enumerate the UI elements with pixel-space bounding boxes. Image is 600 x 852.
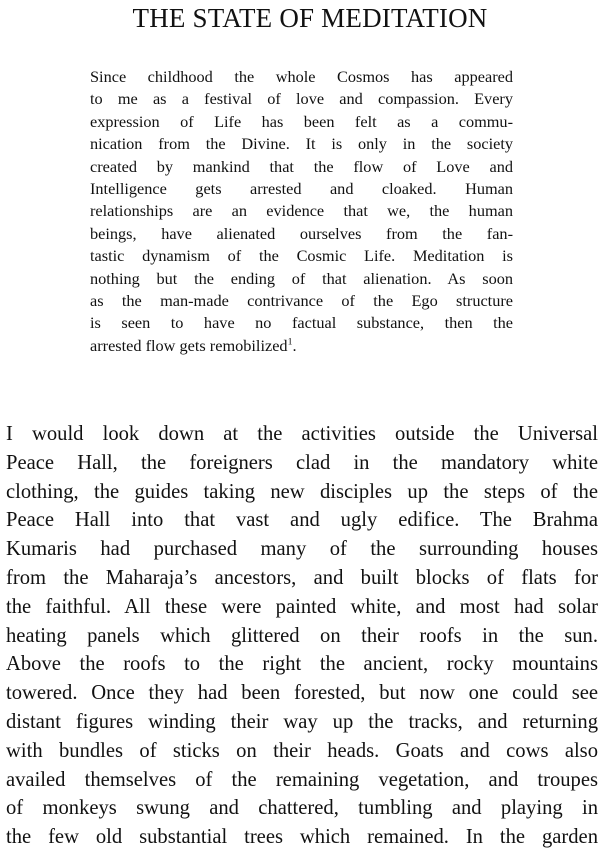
quote-line: is seen to have no factual substance, then the bbox=[90, 313, 513, 333]
quote-line: tastic dynamism of the Cosmic Life. Meditation is bbox=[90, 246, 513, 266]
quote-line-text: arrested flow gets remobilized bbox=[90, 335, 288, 355]
body-line: the faithful. All these were painted white, and most had solar bbox=[6, 595, 598, 618]
body-line: heating panels which glittered on their roofs in the sun. bbox=[6, 624, 598, 647]
quote-line: to me as a festival of love and compassion. Every bbox=[90, 89, 513, 109]
body-line: towered. Once they had been forested, but now one could see bbox=[6, 682, 598, 705]
body-line: availed themselves of the remaining vegetation, and troupes bbox=[6, 768, 598, 791]
body-line: clothing, the guides taking new disciples up the steps of the bbox=[6, 480, 598, 503]
quote-end-punctuation: . bbox=[292, 335, 297, 355]
quote-line: Since childhood the whole Cosmos has appeared bbox=[90, 67, 513, 86]
quote-line: nothing but the ending of that alienation. As soon bbox=[90, 268, 513, 288]
footnote-marker: 1 bbox=[287, 336, 293, 348]
body-line: distant figures winding their way up the tracks, and returning bbox=[6, 710, 598, 733]
body-line: with bundles of sticks on their heads. Goats and cows also bbox=[6, 739, 598, 762]
body-line: Kumaris had purchased many of the surrounding houses bbox=[6, 538, 598, 561]
quote-line: created by mankind that the flow of Love and bbox=[90, 156, 513, 176]
body-line: I would look down at the activities outside the Universal bbox=[6, 423, 598, 445]
quote-last-line bbox=[90, 335, 513, 357]
body-line: Above the roofs to the right the ancient, rocky mountains bbox=[6, 653, 598, 676]
body-line: of monkeys swung and chattered, tumbling and playing in bbox=[6, 797, 598, 820]
body-line: Peace Hall into that vast and ugly edifice. The Brahma bbox=[6, 509, 598, 532]
body-paragraph bbox=[6, 420, 598, 852]
body-line: the few old substantial trees which remained. In the garden bbox=[6, 826, 598, 849]
chapter-title: THE STATE OF MEDITATION bbox=[132, 3, 488, 33]
quote-line: relationships are an evidence that we, the human bbox=[90, 201, 513, 221]
body-line: Peace Hall, the foreigners clad in the mandatory white bbox=[6, 451, 598, 474]
quote-line: nication from the Divine. It is only in the society bbox=[90, 134, 513, 154]
epigraph-quote bbox=[90, 66, 513, 357]
quote-line: Intelligence gets arrested and cloaked. Human bbox=[90, 179, 513, 199]
quote-line: beings, have alienated ourselves from the fan- bbox=[90, 223, 513, 243]
body-line: from the Maharaja’s ancestors, and built blocks of flats for bbox=[6, 566, 598, 589]
quote-line: as the man-made contrivance of the Ego structure bbox=[90, 291, 513, 311]
quote-line: expression of Life has been felt as a commu- bbox=[90, 111, 513, 131]
